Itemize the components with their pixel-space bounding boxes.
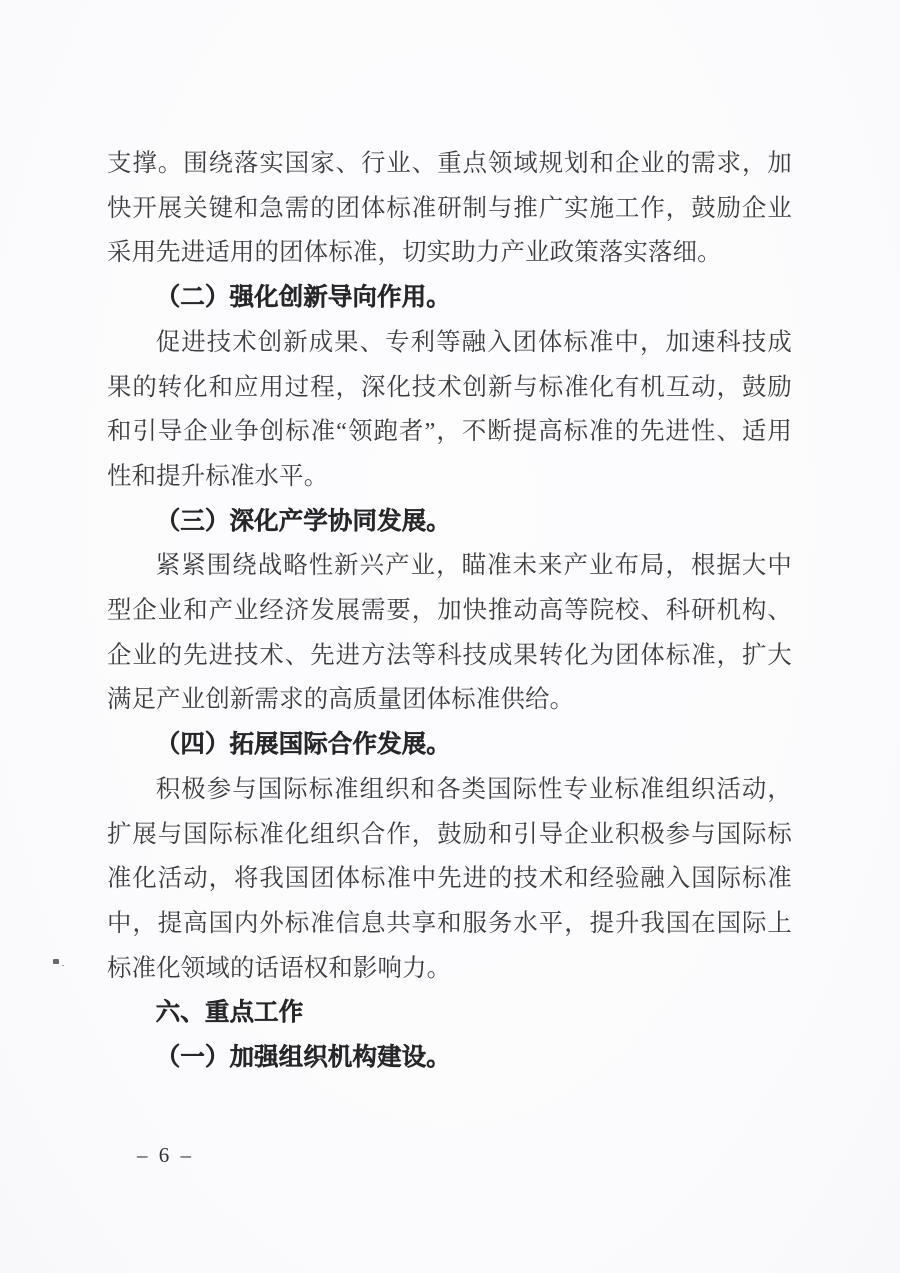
section-heading-4: （四）拓展国际合作发展。: [155, 731, 451, 759]
paragraph: 促进技术创新成果、专利等融入团体标准中，加速科技成果的转化和应用过程，深化技术创新与标准化有机互动，鼓励和引导企业争创标准“领跑者”，不断提高标准的先进性、适用性和提升标准水平。: [107, 328, 792, 490]
section-heading-1: （一）加强组织机构建设。: [155, 1044, 451, 1072]
document-body: [107, 142, 792, 1081]
paragraph: 积极参与国际标准组织和各类国际性专业标准组织活动，扩展与国际标准化组织合作，鼓励和引导企业积极参与国际标准化活动，将我国团体标准中先进的技术和经验融入国际标准中，提高国内外标准信息共享和服务水平，提升我国在国际上标准化领域的话语权和影响力。: [107, 775, 792, 982]
paragraph-continuation: 支撑。围绕落实国家、行业、重点领域规划和企业的需求，加快开展关键和急需的团体标准研制与推广实施工作，鼓励企业采用先进适用的团体标准，切实助力产业政策落实落细。: [107, 150, 792, 267]
page-number: – 6 –: [137, 1143, 194, 1167]
section-heading-3: （三）深化产学协同发展。: [155, 507, 451, 535]
section-heading-2: （二）强化创新导向作用。: [155, 284, 451, 312]
paragraph: 紧紧围绕战略性新兴产业，瞄准未来产业布局，根据大中型企业和产业经济发展需要，加快推动高等院校、科研机构、企业的先进技术、先进方法等科技成果转化为团体标准，扩大满足产业创新需求的高质量团体标准供给。: [107, 552, 792, 714]
chapter-heading-6: 六、重点工作: [155, 999, 304, 1027]
scan-artifact-speck: [53, 959, 59, 964]
